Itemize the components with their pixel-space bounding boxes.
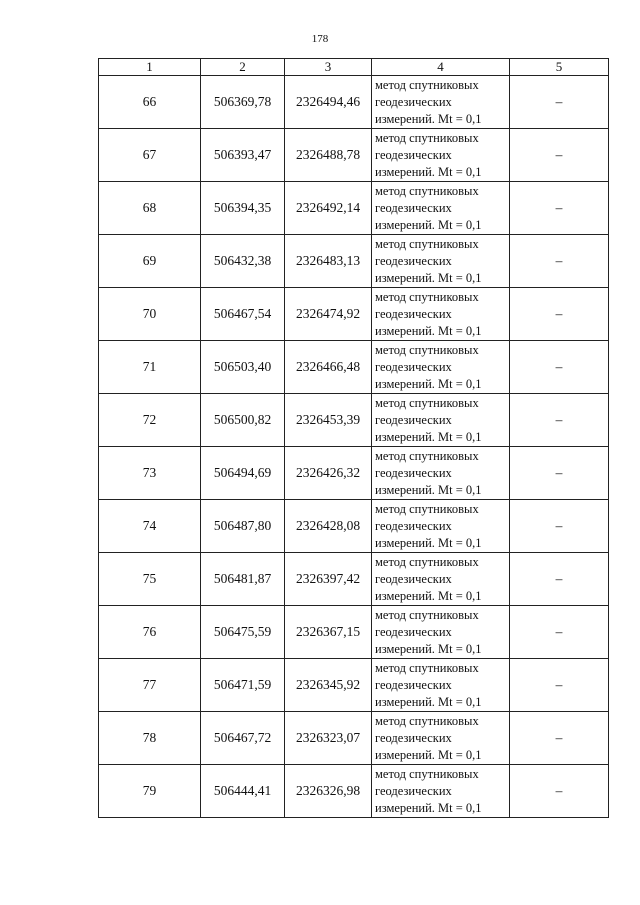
y-coordinate-cell: 2326488,78 <box>285 129 372 182</box>
method-line: измерений. Mt = 0,1 <box>375 164 482 179</box>
method-cell <box>372 394 510 447</box>
method-cell <box>372 659 510 712</box>
method-line: метод спутниковых <box>375 766 479 781</box>
header-col-4: 4 <box>372 59 510 76</box>
method-line: метод спутниковых <box>375 77 479 92</box>
point-number-cell: 73 <box>99 447 201 500</box>
method-line: геодезических <box>375 571 452 586</box>
x-coordinate-cell: 506467,72 <box>201 712 285 765</box>
table-header <box>99 59 609 76</box>
method-cell <box>372 712 510 765</box>
note-cell: – <box>510 553 609 606</box>
y-coordinate-cell: 2326466,48 <box>285 341 372 394</box>
x-coordinate-cell: 506475,59 <box>201 606 285 659</box>
note-cell: – <box>510 447 609 500</box>
coordinates-table <box>98 58 609 818</box>
point-number-cell: 68 <box>99 182 201 235</box>
method-line: геодезических <box>375 253 452 268</box>
method-line: метод спутниковых <box>375 501 479 516</box>
method-cell <box>372 765 510 818</box>
point-number-cell: 67 <box>99 129 201 182</box>
note-cell: – <box>510 500 609 553</box>
point-number-cell: 70 <box>99 288 201 341</box>
note-cell: – <box>510 765 609 818</box>
method-cell <box>372 288 510 341</box>
x-coordinate-cell: 506503,40 <box>201 341 285 394</box>
method-line: геодезических <box>375 783 452 798</box>
method-line: геодезических <box>375 677 452 692</box>
y-coordinate-cell: 2326453,39 <box>285 394 372 447</box>
method-cell <box>372 129 510 182</box>
method-line: метод спутниковых <box>375 395 479 410</box>
method-line: геодезических <box>375 412 452 427</box>
method-line: геодезических <box>375 147 452 162</box>
x-coordinate-cell: 506467,54 <box>201 288 285 341</box>
method-cell <box>372 235 510 288</box>
point-number-cell: 78 <box>99 712 201 765</box>
method-line: геодезических <box>375 624 452 639</box>
header-row <box>99 59 609 76</box>
method-line: измерений. Mt = 0,1 <box>375 800 482 815</box>
table-body <box>99 76 609 818</box>
method-line: метод спутниковых <box>375 607 479 622</box>
header-col-1: 1 <box>99 59 201 76</box>
method-line: метод спутниковых <box>375 342 479 357</box>
note-cell: – <box>510 659 609 712</box>
note-cell: – <box>510 288 609 341</box>
header-col-5: 5 <box>510 59 609 76</box>
method-line: метод спутниковых <box>375 713 479 728</box>
note-cell: – <box>510 606 609 659</box>
point-number-cell: 77 <box>99 659 201 712</box>
method-line: измерений. Mt = 0,1 <box>375 376 482 391</box>
x-coordinate-cell: 506444,41 <box>201 765 285 818</box>
method-line: геодезических <box>375 730 452 745</box>
method-line: геодезических <box>375 465 452 480</box>
method-cell <box>372 500 510 553</box>
table-row <box>99 129 609 182</box>
table-row <box>99 394 609 447</box>
method-line: измерений. Mt = 0,1 <box>375 217 482 232</box>
y-coordinate-cell: 2326326,98 <box>285 765 372 818</box>
method-line: геодезических <box>375 94 452 109</box>
y-coordinate-cell: 2326345,92 <box>285 659 372 712</box>
table-row <box>99 288 609 341</box>
method-line: метод спутниковых <box>375 448 479 463</box>
method-cell <box>372 553 510 606</box>
x-coordinate-cell: 506481,87 <box>201 553 285 606</box>
point-number-cell: 79 <box>99 765 201 818</box>
method-cell <box>372 447 510 500</box>
table-row <box>99 606 609 659</box>
method-line: измерений. Mt = 0,1 <box>375 482 482 497</box>
y-coordinate-cell: 2326492,14 <box>285 182 372 235</box>
note-cell: – <box>510 76 609 129</box>
method-cell <box>372 182 510 235</box>
method-cell <box>372 76 510 129</box>
y-coordinate-cell: 2326367,15 <box>285 606 372 659</box>
x-coordinate-cell: 506394,35 <box>201 182 285 235</box>
table-row <box>99 659 609 712</box>
method-line: метод спутниковых <box>375 130 479 145</box>
method-line: метод спутниковых <box>375 660 479 675</box>
table-row <box>99 500 609 553</box>
method-line: геодезических <box>375 518 452 533</box>
point-number-cell: 71 <box>99 341 201 394</box>
note-cell: – <box>510 182 609 235</box>
method-line: измерений. Mt = 0,1 <box>375 111 482 126</box>
table-row <box>99 765 609 818</box>
note-cell: – <box>510 129 609 182</box>
y-coordinate-cell: 2326323,07 <box>285 712 372 765</box>
method-line: метод спутниковых <box>375 554 479 569</box>
header-col-2: 2 <box>201 59 285 76</box>
table-row <box>99 235 609 288</box>
y-coordinate-cell: 2326494,46 <box>285 76 372 129</box>
method-line: измерений. Mt = 0,1 <box>375 641 482 656</box>
point-number-cell: 66 <box>99 76 201 129</box>
method-line: метод спутниковых <box>375 183 479 198</box>
method-line: измерений. Mt = 0,1 <box>375 429 482 444</box>
method-cell <box>372 341 510 394</box>
point-number-cell: 72 <box>99 394 201 447</box>
method-line: измерений. Mt = 0,1 <box>375 535 482 550</box>
x-coordinate-cell: 506500,82 <box>201 394 285 447</box>
method-line: измерений. Mt = 0,1 <box>375 588 482 603</box>
method-line: измерений. Mt = 0,1 <box>375 270 482 285</box>
x-coordinate-cell: 506471,59 <box>201 659 285 712</box>
x-coordinate-cell: 506494,69 <box>201 447 285 500</box>
method-line: геодезических <box>375 200 452 215</box>
x-coordinate-cell: 506369,78 <box>201 76 285 129</box>
table-row <box>99 712 609 765</box>
note-cell: – <box>510 235 609 288</box>
x-coordinate-cell: 506393,47 <box>201 129 285 182</box>
note-cell: – <box>510 712 609 765</box>
x-coordinate-cell: 506432,38 <box>201 235 285 288</box>
method-line: геодезических <box>375 306 452 321</box>
y-coordinate-cell: 2326426,32 <box>285 447 372 500</box>
table-row <box>99 553 609 606</box>
method-line: метод спутниковых <box>375 289 479 304</box>
method-line: геодезических <box>375 359 452 374</box>
note-cell: – <box>510 394 609 447</box>
table-row <box>99 182 609 235</box>
point-number-cell: 75 <box>99 553 201 606</box>
y-coordinate-cell: 2326428,08 <box>285 500 372 553</box>
y-coordinate-cell: 2326483,13 <box>285 235 372 288</box>
point-number-cell: 76 <box>99 606 201 659</box>
x-coordinate-cell: 506487,80 <box>201 500 285 553</box>
y-coordinate-cell: 2326397,42 <box>285 553 372 606</box>
table-row <box>99 447 609 500</box>
y-coordinate-cell: 2326474,92 <box>285 288 372 341</box>
header-col-3: 3 <box>285 59 372 76</box>
table-row <box>99 76 609 129</box>
method-line: метод спутниковых <box>375 236 479 251</box>
point-number-cell: 74 <box>99 500 201 553</box>
method-cell <box>372 606 510 659</box>
note-cell: – <box>510 341 609 394</box>
table-row <box>99 341 609 394</box>
method-line: измерений. Mt = 0,1 <box>375 323 482 338</box>
method-line: измерений. Mt = 0,1 <box>375 694 482 709</box>
method-line: измерений. Mt = 0,1 <box>375 747 482 762</box>
page-number: 178 <box>311 33 329 45</box>
point-number-cell: 69 <box>99 235 201 288</box>
